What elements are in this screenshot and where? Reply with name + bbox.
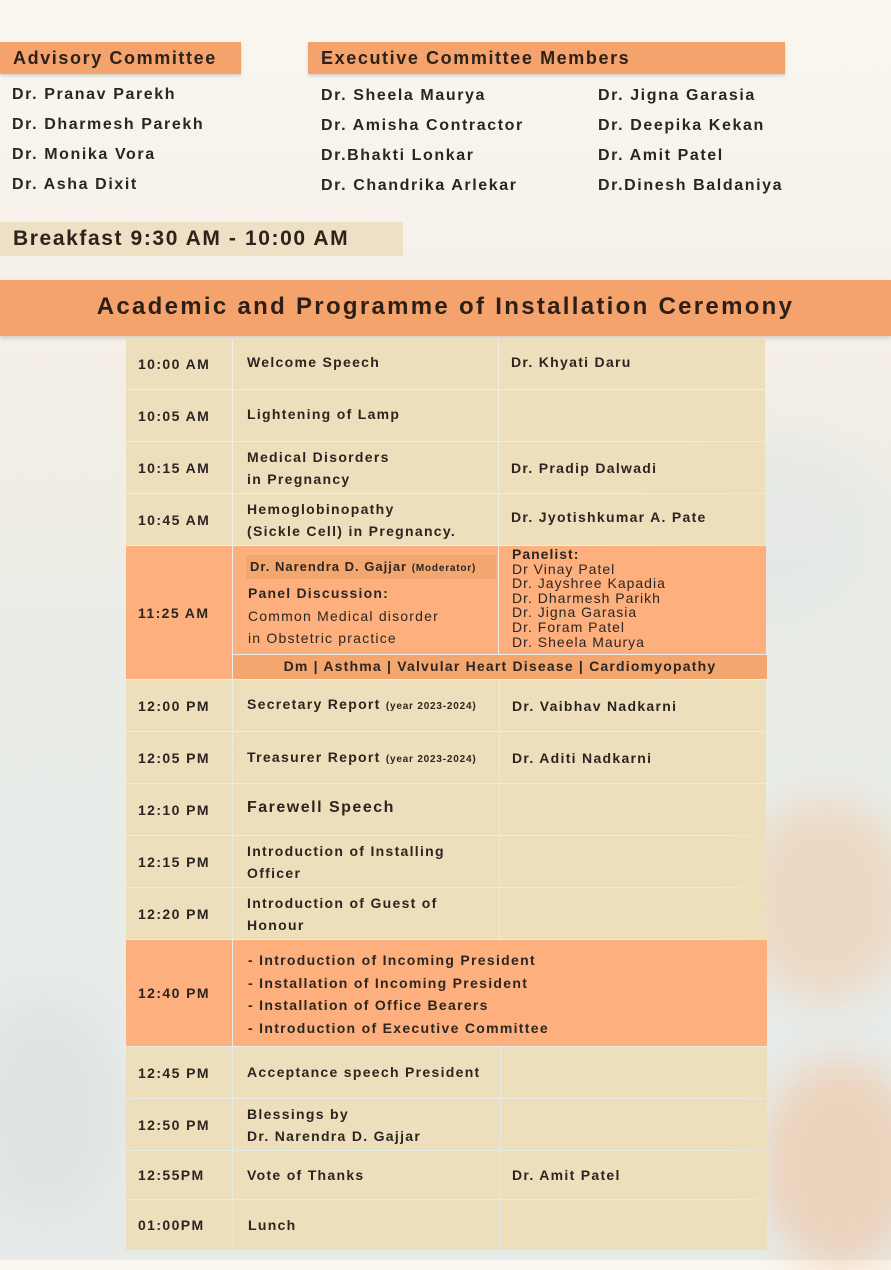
event-cell [233, 1099, 500, 1150]
speaker-cell: Dr. Vaibhav Nadkarni [500, 680, 766, 731]
panelist-heading: Panelist: [512, 546, 580, 562]
executive-member: Dr. Deepika Kekan [598, 117, 765, 134]
time-cell: 10:05 AM [126, 390, 232, 441]
event-note: (year 2023-2024) [385, 701, 477, 712]
event-text: Lunch [248, 1217, 297, 1233]
panelist: Dr. Foram Patel [512, 618, 626, 635]
event-cell [233, 494, 498, 545]
executive-member: Dr. Chandrika Arlekar [321, 177, 518, 194]
panel-topics-bar: Dm | Asthma | Valvular Heart Disease | Cardiomyopathy [233, 655, 767, 679]
installation-item: - Installation of Office Bearers [248, 997, 489, 1013]
moderator-name: Dr. Narendra D. Gajjar [250, 559, 408, 574]
event-text: Lightening of Lamp [247, 406, 401, 422]
event-cell [233, 338, 498, 389]
event-cell [233, 680, 499, 731]
time-cell: 10:45 AM [126, 494, 232, 545]
panel-topic-line: in Obstetric practice [248, 630, 397, 646]
programme-title-banner: Academic and Programme of Installation Ceremony [0, 280, 891, 336]
speaker-cell [500, 784, 766, 835]
event-text-line: Introduction of Installing [247, 842, 445, 859]
time-cell: 12:50 PM [126, 1099, 232, 1150]
executive-member: Dr.Bhakti Lonkar [321, 147, 475, 164]
installation-item: - Installation of Incoming President [248, 974, 529, 991]
speaker-cell: Dr. Khyati Daru [499, 338, 765, 389]
event-text-line: Blessings by [247, 1105, 349, 1122]
panel-title: Panel Discussion: [248, 585, 389, 601]
speaker-cell [500, 888, 766, 939]
event-text-line: Hemoglobinopathy [247, 500, 395, 517]
time-cell: 11:25 AM [126, 546, 232, 679]
time-cell: 12:15 PM [126, 836, 232, 887]
event-cell [234, 1200, 500, 1250]
event-text: Treasurer Report [247, 749, 381, 765]
event-text-line: Introduction of Guest of [247, 894, 438, 911]
event-text-line: in Pregnancy [247, 470, 351, 487]
advisory-member: Dr. Asha Dixit [12, 176, 138, 193]
panelist: Dr Vinay Patel [512, 560, 616, 577]
event-text-line: Officer [247, 864, 302, 881]
event-text: Vote of Thanks [247, 1167, 365, 1183]
panelist: Dr. Dharmesh Parikh [512, 589, 661, 606]
advisory-committee-heading: Advisory Committee [0, 42, 241, 74]
speaker-cell [501, 1200, 767, 1250]
event-cell [233, 1151, 499, 1199]
panelist: Dr. Jigna Garasia [512, 604, 638, 621]
executive-committee-heading: Executive Committee Members [308, 42, 785, 74]
event-cell [233, 888, 499, 939]
time-cell: 12:10 PM [126, 784, 232, 835]
executive-member: Dr. Amisha Contractor [321, 117, 524, 134]
event-text: Acceptance speech President [247, 1064, 481, 1080]
executive-member: Dr.Dinesh Baldaniya [598, 177, 784, 194]
time-cell: 10:00 AM [126, 338, 232, 389]
event-text-line: Dr. Narendra D. Gajjar [247, 1127, 422, 1144]
time-cell: 12:45 PM [126, 1047, 232, 1098]
time-cell: 01:00PM [126, 1200, 233, 1250]
executive-member: Dr. Jigna Garasia [598, 87, 756, 104]
event-cell [233, 442, 498, 493]
executive-member: Dr. Sheela Maurya [321, 87, 487, 104]
panel-topic [248, 582, 439, 650]
event-cell [233, 732, 499, 783]
speaker-cell [501, 1099, 767, 1150]
event-text: Farewell Speech [247, 799, 395, 816]
executive-member: Dr. Amit Patel [598, 147, 724, 164]
time-cell: 12:55PM [126, 1151, 232, 1199]
time-cell: 12:05 PM [126, 732, 232, 783]
panelist: Dr. Jayshree Kapadia [512, 575, 666, 592]
speaker-cell: Dr. Amit Patel [500, 1151, 767, 1199]
event-cell [233, 784, 499, 835]
panelist: Dr. Sheela Maurya [512, 633, 645, 650]
speaker-cell [501, 1047, 767, 1098]
time-cell: 12:40 PM [126, 940, 232, 1046]
speaker-cell: Dr. Aditi Nadkarni [500, 732, 766, 783]
advisory-member: Dr. Dharmesh Parekh [12, 116, 205, 133]
event-cell [233, 836, 499, 887]
advisory-member: Dr. Pranav Parekh [12, 86, 177, 103]
time-cell: 12:00 PM [126, 680, 232, 731]
event-text-line: Medical Disorders [247, 448, 390, 465]
breakfast-timing: Breakfast 9:30 AM - 10:00 AM [0, 222, 403, 256]
time-cell: 10:15 AM [126, 442, 232, 493]
event-text: Secretary Report [247, 696, 381, 712]
installation-item: - Introduction of Incoming President [248, 952, 536, 968]
speaker-cell [499, 390, 765, 441]
speaker-cell: Dr. Jyotishkumar A. Pate [499, 494, 765, 545]
floral-decoration [0, 1000, 120, 1220]
installation-item: - Introduction of Executive Committee [248, 1019, 549, 1036]
event-cell [233, 1047, 500, 1098]
event-text-line: (Sickle Cell) in Pregnancy. [247, 522, 457, 539]
floral-decoration [760, 1060, 891, 1270]
panelist-list [512, 547, 666, 649]
event-cell [233, 390, 498, 441]
speaker-cell: Dr. Pradip Dalwadi [499, 442, 765, 493]
speaker-cell [500, 836, 766, 887]
time-cell: 12:20 PM [126, 888, 232, 939]
moderator-label [246, 555, 496, 579]
event-text-line: Honour [247, 916, 305, 933]
advisory-member: Dr. Monika Vora [12, 146, 156, 163]
event-text: Welcome Speech [247, 354, 381, 370]
moderator-role: (Moderator) [411, 563, 477, 574]
event-note: (year 2023-2024) [385, 754, 477, 765]
panel-topic-line: Common Medical disorder [248, 607, 439, 624]
installation-list [248, 949, 549, 1039]
